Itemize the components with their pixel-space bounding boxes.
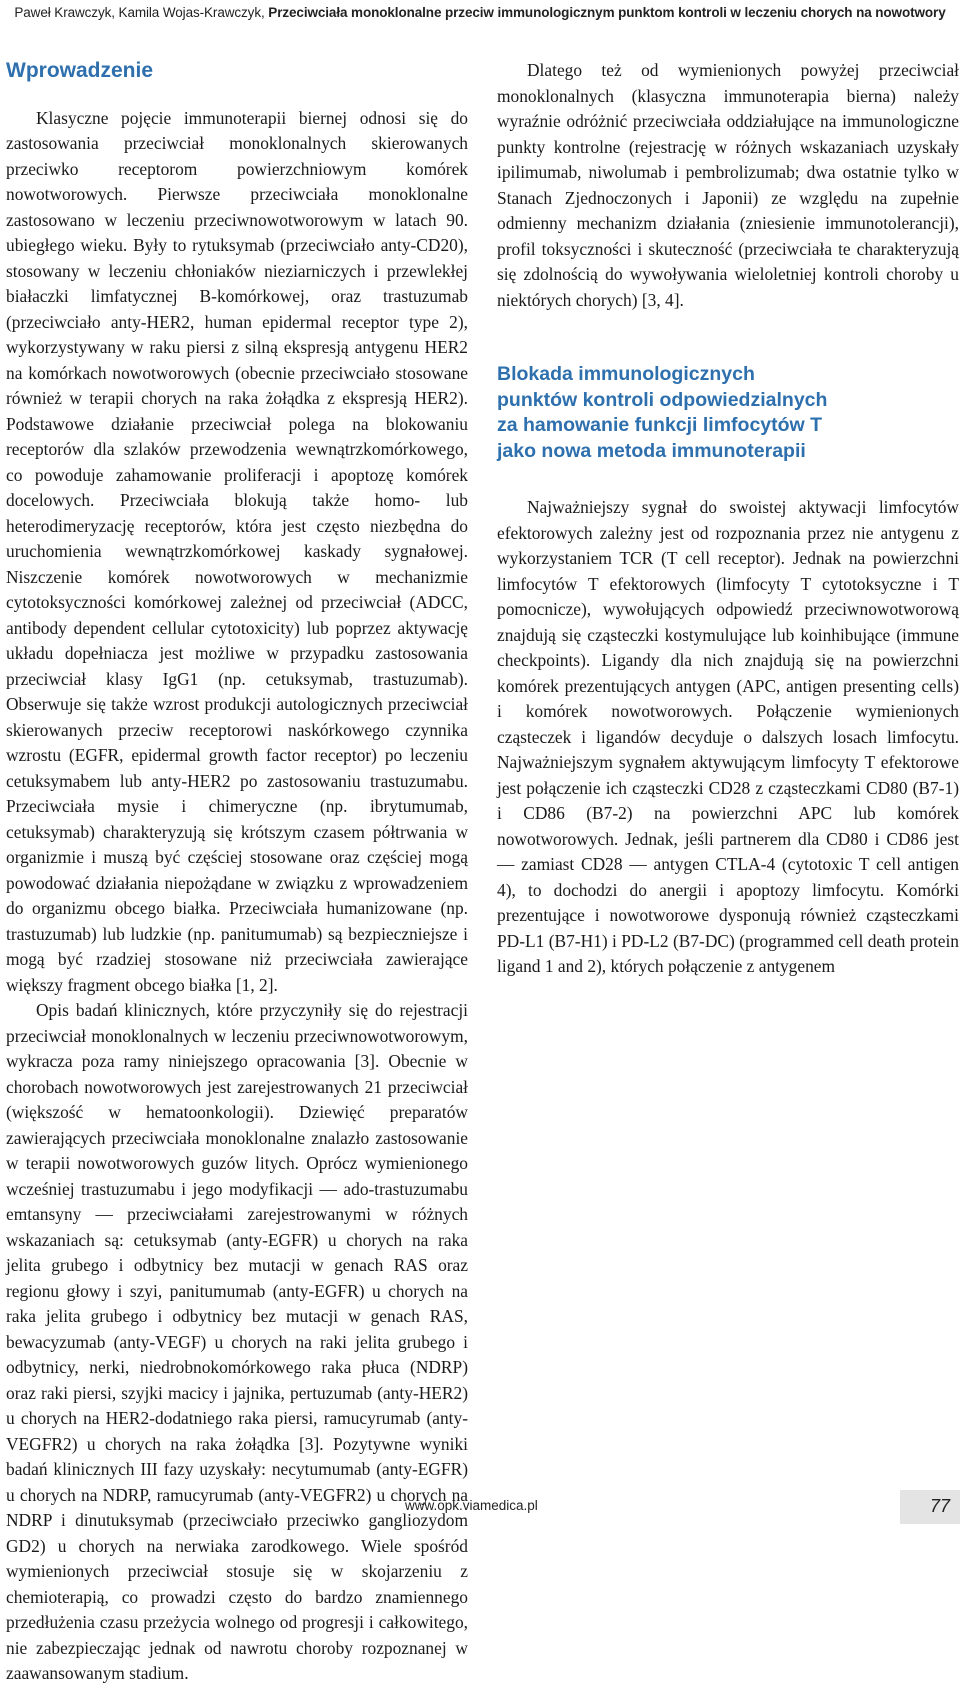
paragraph: Dlatego też od wymienionych powyżej przeciwciał monoklonalnych (klasyczna immunoterapia bierna) należy wyraźnie odróżnić przeciwciała oddziałujące na immunologiczne punkty kontrolne (rejestrację w różnych wskazaniach uzyskały ipilimumab, niwolumab i pembrolizumab; dwa ostatnie tylko w Stanach Zjednoczonych i Japonii) ze względu na zupełnie odmienny mechanizm działania (zniesienie immunotolerancji), profil toksyczności i skuteczność (przeciwciała te charakteryzują się zdolnością do wywoływania wieloletniej kontroli choroby u niektórych chorych) [3, 4].: [497, 60, 959, 310]
footer: [0, 1490, 960, 1530]
section-title-line: jako nowa metoda immunoterapii: [497, 439, 806, 462]
journal-url[interactable]: www.opk.viamedica.pl: [405, 1498, 538, 1513]
section-title-line: punktów kontroli odpowiedzialnych: [497, 388, 828, 411]
section-title-checkpoint-blockade: [497, 362, 959, 464]
right-column: [497, 58, 959, 980]
paragraph: Opis badań klinicznych, które przyczyniły się do rejestracji przeciwciał monoklonalnych w leczeniu przeciwnowotworowym, wykracza poza ramy niniejszego opracowania [3]. Obecnie w chorobach nowotworowych jest zarejestrowanych 21 przeciwciał (większość w hematoonkologii). Dziewięć preparatów zawierających przeciwciała monoklonalne znalazło zastosowanie w terapii nowotworowych guzów litych. Oprócz wymienionego wcześniej trastuzumabu i jego modyfikacji — ado-trastuzumabu emtansyny — przeciwciałami zarejestrowanymi w różnych wskazaniach są: cetuksymab (anty-EGFR) u chorych na raka jelita grubego i odbytnicy bez mutacji w genach RAS oraz regionu głowy i szyi, panitumumab (anty-EGFR) u chorych na raka jelita grubego i odbytnicy bez mutacji w genach RAS, bewacyzumab (anty-VEGF) u chorych na raki jelita grubego i odbytnicy, nerki, niedrobnokomórkowego raka płuca (NDRP) oraz raki piersi, szyjki macicy i jajnika, pertuzumab (anty-HER2) u chorych na HER2-dodatniego raka piersi, ramucyrumab (anty-VEGFR2) u chorych na raka żołądka [3]. Pozytywne wyniki badań klinicznych III fazy uzyskały: necytumumab (anty-EGFR) u chorych na NDRP, ramucyrumab (anty-VEGFR2) u chorych na NDRP i dinutuksymab (przeciwciało przeciwko gangliozydom GD2) u chorych na nerwiaka zarodkowego. Wiele spośród wymienionych przeciwciał stosuje się w skojarzeniu z chemioterapią, co prowadzi często do bardzo znamiennego przedłużenia czasu przeżycia wolnego od progresji i całkowitego, nie zabezpieczając jednak od nawrotu choroby rozpoznanej w zaawansowanym stadium.: [6, 1000, 468, 1683]
section-title-introduction: Wprowadzenie: [6, 59, 154, 82]
section-title-line: Blokada immunologicznych: [497, 363, 755, 385]
running-head: [0, 0, 960, 30]
running-head-title: Przeciwciała monoklonalne przeciw immunologicznym punktom kontroli w leczeniu chorych na nowotwory: [268, 5, 946, 20]
page-number: 77: [930, 1496, 951, 1516]
paragraph: Klasyczne pojęcie immunoterapii biernej odnosi się do zastosowania przeciwciał monoklonalnych skierowanych przeciwko receptorom powierzchniowym komórek nowotworowych. Pierwsze przeciwciała monoklonalne zastosowano w leczeniu przeciwnowotworowym w latach 90. ubiegłego wieku. Były to rytuksymab (przeciwciało anty-CD20), stosowany w leczeniu chłoniaków nieziarniczych i przewlekłej białaczki limfatycznej B-komórkowej, oraz trastuzumab (przeciwciało anty-HER2, human epidermal receptor type 2), wykorzystywany w raku piersi z silną ekspresją antygenu HER2 na komórkach nowotworowych (obecnie przeciwciało stosowane również w terapii chorych na raka żołądka z ekspresją HER2). Podstawowe działanie przeciwciał polega na blokowaniu receptorów dla szlaków przewodzenia wewnątrzkomórkowego, co powoduje zahamowanie proliferacji i apoptozę komórek docelowych. Przeciwciała blokują także homo- lub heterodimeryzację receptorów, która jest często niezbędna do uruchomienia wewnątrzkomórkowej kaskady sygnałowej. Niszczenie komórek nowotworowych w mechanizmie cytotoksyczności komórkowej zależnej od przeciwciał (ADCC, antibody dependent cellular cytotoxicity) lub poprzez aktywację układu dopełniacza jest możliwe w przypadku zastosowania przeciwciał klasy IgG1 (np. cetuksymab, trastuzumab). Obserwuje się także wzrost produkcji autologicznych przeciwciał skierowanych przeciw receptorowi naskórkowego czynnika wzrostu (EGFR, epidermal growth factor receptor) po leczeniu cetuksymabem lub anty-HER2 po zastosowaniu trastuzumabu. Przeciwciała mysie i chimeryczne (np. ibrytumumab, cetuksymab) charakteryzują się krótszym czasem półtrwania w organizmie i muszą być częściej stosowane oraz częściej mogą powodować działania niepożądane w związku z wprowadzeniem do organizmu obcego białka. Przeciwciała humanizowane (np. trastuzumab) lub ludzkie (np. panitumumab) są bezpieczniejsze i mogą być rzadziej stosowane niż przeciwciała zawierające większy fragment obcego białka [1, 2].: [6, 107, 468, 995]
running-head-authors: Paweł Krawczyk, Kamila Wojas-Krawczyk,: [14, 5, 265, 20]
section-title-line: za hamowanie funkcji limfocytów T: [497, 414, 823, 436]
paragraph: Najważniejszy sygnał do swoistej aktywacji limfocytów efektorowych zależny jest od rozpoznania przez nie antygenu z wykorzystaniem TCR (T cell receptor). Jednak na powierzchni limfocytów T efektorowych (limfocyty T cytotoksyczne i T pomocnicze), wywołujących odpowiedź przeciwnowotworową znajdują się cząsteczki kostymulujące lub koinhibujące (immune checkpoints). Ligandy dla nich znajdują się na powierzchni komórek prezentujących antygen (APC, antigen presenting cells) i komórek nowotworowych. Połączenie wymienionych cząsteczek i ligandów decyduje o dalszych losach limfocytu. Najważniejszym sygnałem aktywującym limfocyty T efektorowe jest połączenie ich cząsteczki CD28 z cząsteczkami CD80 (B7-1) i CD86 (B7-2) na powierzchni APC lub komórek nowotworowych. Jednak, jeśli partnerem dla CD80 i CD86 jest — zamiast CD28 — antygen CTLA-4 (cytotoxic T cell antigen 4), to dochodzi do anergii i apoptozy limfocytu. Komórki prezentujące i nowotworowe dysponują również cząsteczkami PD-L1 (B7-H1) i PD-L2 (B7-DC) (programmed cell death protein ligand 1 and 2), których połączenie z antygenem: [497, 497, 959, 976]
left-column: [6, 58, 468, 1687]
